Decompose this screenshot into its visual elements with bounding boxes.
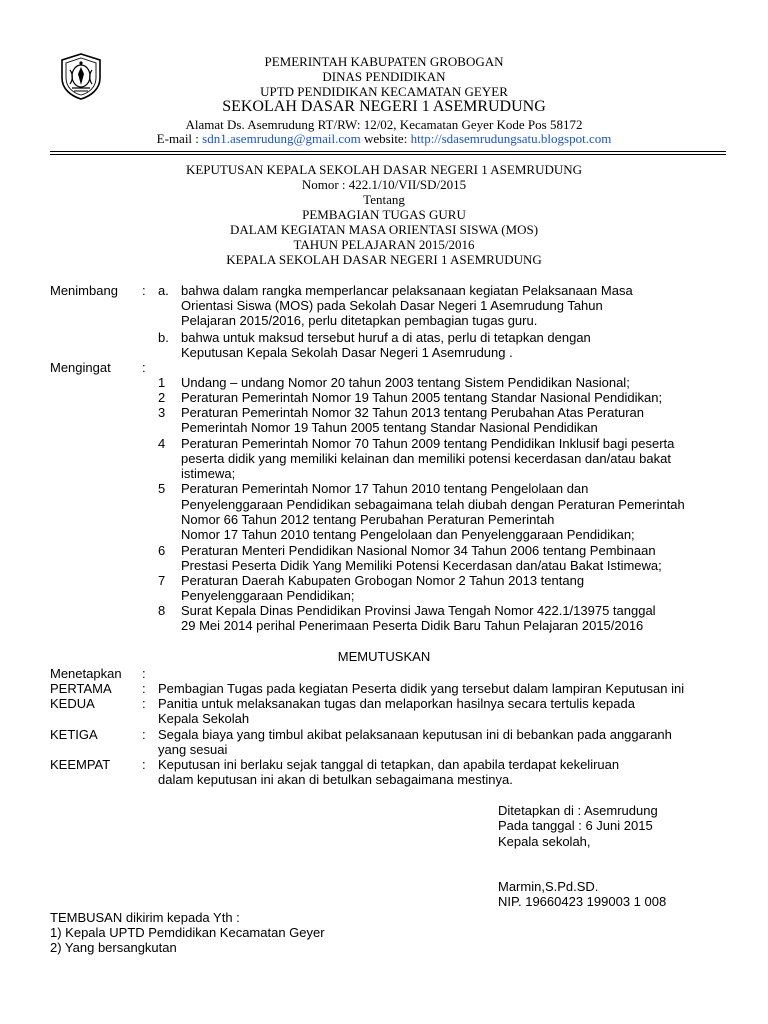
- decree-subject-3: TAHUN PELAJARAN 2015/2016: [293, 237, 475, 252]
- signature-name: Marmin,S.Pd.SD.: [498, 879, 599, 894]
- kedua-colon: :: [142, 696, 146, 711]
- keempat-text: Keputusan ini berlaku sejak tanggal di tetapkan, dan apabila terdapat kekeliruan: [158, 757, 620, 772]
- signature-place: Ditetapkan di : Asemrudung: [498, 803, 658, 818]
- pertama-colon: :: [142, 681, 146, 696]
- mengingat-label: Mengingat: [50, 360, 111, 375]
- mengingat-item-line: istimewa;: [181, 466, 236, 481]
- keempat-label: KEEMPAT: [50, 757, 111, 772]
- mengingat-item-line: Peraturan Pemerintah Nomor 70 Tahun 2009 tentang Pendidikan Inklusif bagi peserta: [181, 436, 675, 451]
- decree-subject-1: PEMBAGIAN TUGAS GURU: [302, 207, 466, 222]
- mengingat-item-line: 29 Mei 2014 perihal Penerimaan Peserta Didik Baru Tahun Pelajaran 2015/2016: [181, 618, 644, 633]
- menimbang-a-line: bahwa dalam rangka memperlancar pelaksanaan kegiatan Pelaksanaan Masa: [181, 283, 633, 298]
- mengingat-item-line: Penyelenggaraan Pendidikan sebagaimana telah diubah dengan Peraturan Pemerintah: [181, 497, 685, 512]
- menetapkan-label: Menetapkan: [50, 666, 122, 681]
- mengingat-colon: :: [142, 360, 146, 375]
- letterhead-divider-thin: [50, 154, 726, 155]
- kedua-label: KEDUA: [50, 696, 95, 711]
- kedua-text: Panitia untuk melaksanakan tugas dan melaporkan hasilnya secara tertulis kepada: [158, 696, 635, 711]
- email-label: E-mail :: [156, 131, 199, 146]
- mengingat-item-number: 4: [158, 436, 166, 451]
- mengingat-item-line: Undang – undang Nomor 20 tahun 2003 tentang Sistem Pendidikan Nasional;: [181, 375, 630, 390]
- website-link[interactable]: http://sdasemrudungsatu.blogspot.com: [410, 131, 612, 146]
- ketiga-colon: :: [142, 727, 146, 742]
- keempat-text: dalam keputusan ini akan di betulkan sebagaimana mestinya.: [158, 772, 513, 787]
- mengingat-item-line: Penyelenggaraan Pendidikan;: [181, 588, 355, 603]
- mengingat-item-line: Nomor 66 Tahun 2012 tentang Perubahan Peraturan Pemerintah: [181, 512, 555, 527]
- menimbang-b-line: bahwa untuk maksud tersebut huruf a di atas, perlu di tetapkan dengan: [181, 330, 591, 345]
- mengingat-item-number: 7: [158, 573, 166, 588]
- email-link[interactable]: sdn1.asemrudung@gmail.com: [202, 131, 361, 146]
- website-label: website:: [363, 131, 408, 146]
- mengingat-item-line: Prestasi Peserta Didik Yang Memiliki Potensi Kecerdasan dan/atau Bakat Istimewa;: [181, 558, 662, 573]
- decree-title: KEPUTUSAN KEPALA SEKOLAH DASAR NEGERI 1 ASEMRUDUNG: [185, 162, 583, 177]
- signature-nip: NIP. 19660423 199003 1 008: [498, 894, 667, 909]
- menimbang-colon: :: [142, 283, 146, 298]
- menimbang-label: Menimbang: [50, 283, 118, 298]
- letterhead-divider: [50, 151, 726, 152]
- signature-position: Kepala sekolah,: [498, 834, 591, 849]
- letterhead-contact: [0, 131, 768, 146]
- menetapkan-colon: :: [142, 666, 146, 681]
- mengingat-item-line: peserta didik yang memiliki kelainan dan memiliki potensi kecerdasan dan/atau bakat: [181, 451, 671, 466]
- pertama-text: Pembagian Tugas pada kegiatan Peserta didik yang tersebut dalam lampiran Keputusan ini: [158, 681, 685, 696]
- decree-number: Nomor : 422.1/10/VII/SD/2015: [301, 177, 467, 192]
- tembusan-item: 1) Kepala UPTD Pemdidikan Kecamatan Geyer: [50, 925, 325, 940]
- menimbang-b-line: Keputusan Kepala Sekolah Dasar Negeri 1 Asemrudung .: [181, 345, 513, 360]
- tembusan-heading: TEMBUSAN dikirim kepada Yth :: [50, 910, 240, 925]
- memutuskan-heading: MEMUTUSKAN: [337, 649, 431, 664]
- menimbang-a-letter: a.: [158, 283, 169, 298]
- decree-subject-2: DALAM KEGIATAN MASA ORIENTASI SISWA (MOS): [229, 222, 539, 237]
- decree-issuer: KEPALA SEKOLAH DASAR NEGERI 1 ASEMRUDUNG: [226, 252, 542, 267]
- ketiga-label: KETIGA: [50, 727, 98, 742]
- kedua-text: Kepala Sekolah: [158, 711, 250, 726]
- letterhead-school-name: SEKOLAH DASAR NEGERI 1 ASEMRUDUNG: [222, 98, 546, 115]
- mengingat-item-line: Peraturan Menteri Pendidikan Nasional Nomor 34 Tahun 2006 tentang Pembinaan: [181, 543, 656, 558]
- mengingat-item-line: Surat Kepala Dinas Pendidikan Provinsi Jawa Tengah Nomor 422.1/13975 tanggal: [181, 603, 656, 618]
- mengingat-item-number: 8: [158, 603, 166, 618]
- mengingat-item-line: Nomor 17 Tahun 2010 tentang Pengelolaan dan Penyelenggaraan Pendidikan;: [181, 527, 635, 542]
- menimbang-a-line: Orientasi Siswa (MOS) pada Sekolah Dasar Negeri 1 Asemrudung Tahun: [181, 298, 603, 313]
- ketiga-text: yang sesuai: [158, 742, 228, 757]
- ketiga-text: Segala biaya yang timbul akibat pelaksanaan keputusan ini di bebankan pada anggaranh: [158, 727, 672, 742]
- menimbang-b-letter: b.: [158, 330, 169, 345]
- mengingat-item-line: Peraturan Daerah Kabupaten Grobogan Nomor 2 Tahun 2013 tentang: [181, 573, 585, 588]
- menimbang-a-line: Pelajaran 2015/2016, perlu ditetapkan pembagian tugas guru.: [181, 313, 538, 328]
- letterhead-agency: DINAS PENDIDIKAN: [322, 69, 446, 84]
- mengingat-item-number: 1: [158, 375, 166, 390]
- letterhead-address: Alamat Ds. Asemrudung RT/RW: 12/02, Kecamatan Geyer Kode Pos 58172: [185, 117, 583, 132]
- letterhead-government: PEMERINTAH KABUPATEN GROBOGAN: [264, 54, 504, 69]
- mengingat-item-line: Peraturan Pemerintah Nomor 17 Tahun 2010 tentang Pengelolaan dan: [181, 481, 589, 496]
- signature-date: Pada tanggal : 6 Juni 2015: [498, 818, 653, 833]
- mengingat-item-number: 6: [158, 543, 166, 558]
- mengingat-item-line: Peraturan Pemerintah Nomor 19 Tahun 2005 tentang Standar Nasional Pendidikan;: [181, 390, 663, 405]
- mengingat-item-number: 5: [158, 481, 166, 496]
- mengingat-item-number: 2: [158, 390, 166, 405]
- mengingat-item-number: 3: [158, 405, 166, 420]
- tembusan-item: 2) Yang bersangkutan: [50, 940, 177, 955]
- keempat-colon: :: [142, 757, 146, 772]
- mengingat-item-line: Peraturan Pemerintah Nomor 32 Tahun 2013 tentang Perubahan Atas Peraturan: [181, 405, 645, 420]
- pertama-label: PERTAMA: [50, 681, 112, 696]
- letterhead-unit: UPTD PENDIDIKAN KECAMATAN GEYER: [260, 84, 508, 99]
- mengingat-item-line: Pemerintah Nomor 19 Tahun 2005 tentang Standar Nasional Pendidikan: [181, 420, 598, 435]
- decree-about: Tentang: [363, 192, 405, 207]
